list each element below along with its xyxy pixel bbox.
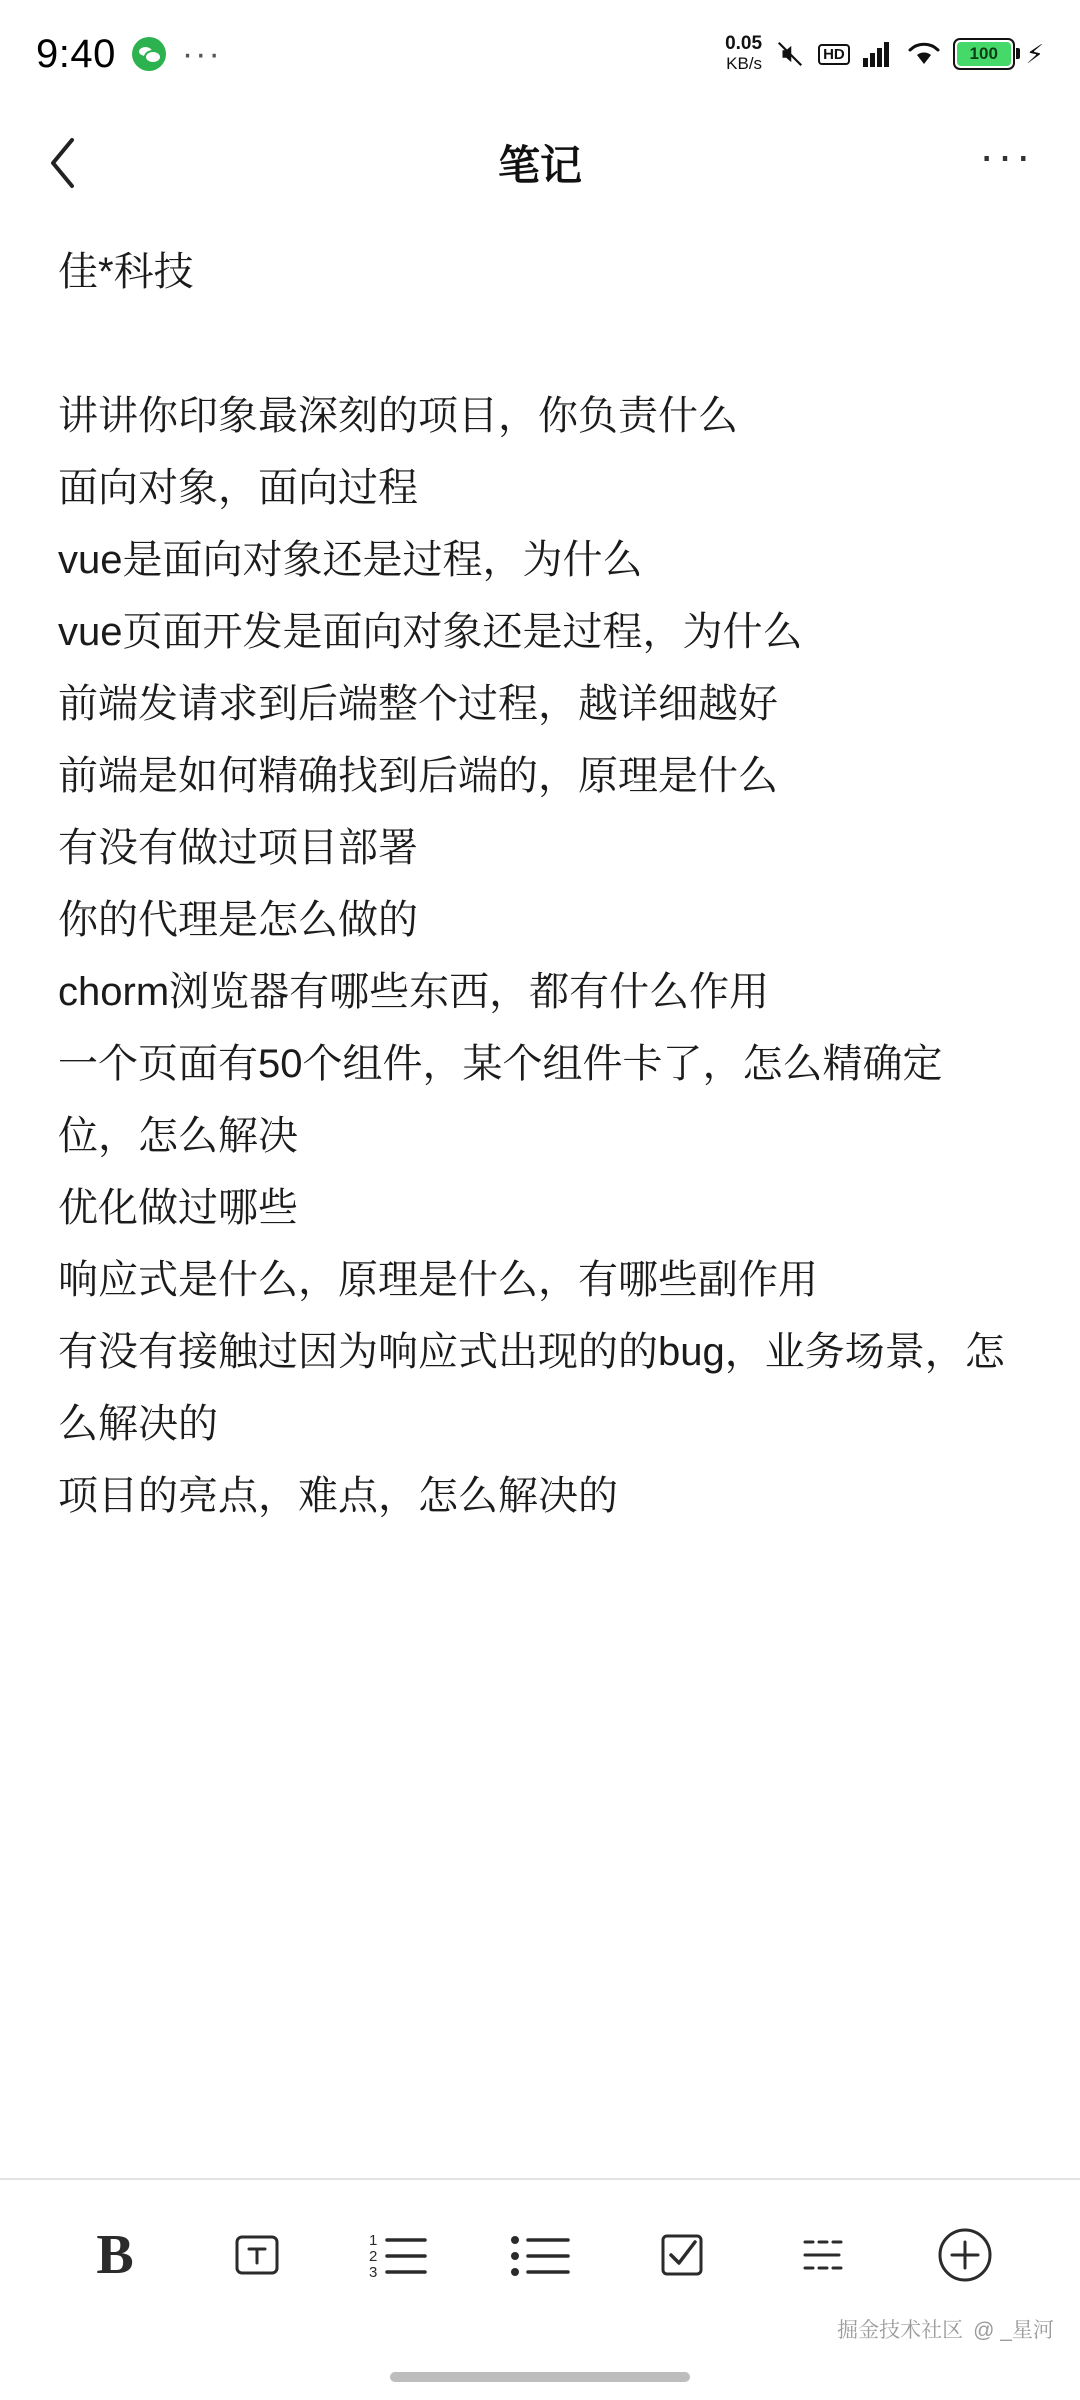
note-line: 你的代理是怎么做的 [58,898,418,942]
plus-circle-icon [936,2226,994,2284]
status-bar-left [36,32,222,77]
watermark-author: @ _星河 [973,2319,1054,2342]
ordered-list-button[interactable] [355,2212,441,2298]
signal-icon [863,41,895,67]
wechat-icon [132,37,166,71]
editor-toolbar-row [0,2180,1080,2330]
svg-text:2: 2 [369,2248,378,2265]
note-line: 佳*科技 [58,250,194,294]
home-indicator[interactable] [390,2372,690,2382]
checklist-button[interactable] [639,2212,725,2298]
note-line: 有没有接触过因为响应式出现的的bug，业务场景，怎么解决的 [58,1330,1005,1446]
hd-icon: HD [818,44,850,65]
back-button[interactable] [46,132,108,194]
mute-icon [775,39,805,69]
note-line: 项目的亮点，难点，怎么解决的 [58,1474,618,1518]
divider-button[interactable] [780,2212,866,2298]
note-line: chorm浏览器有哪些东西，都有什么作用 [58,970,770,1014]
text-box-icon [231,2229,283,2281]
status-clock: 9:40 [36,31,116,76]
dashed-divider-icon [795,2229,851,2281]
note-line: 一个页面有50个组件，某个组件卡了，怎么精确定位，怎么解决 [58,1042,943,1158]
note-line: vue是面向对象还是过程，为什么 [58,538,643,582]
note-line: 前端是如何精确找到后端的，原理是什么 [58,754,778,798]
back-chevron-icon [46,135,80,191]
status-bar-right [725,34,1044,74]
more-options-button[interactable]: ··· [979,129,1034,181]
note-line: 优化做过哪些 [58,1186,298,1230]
note-line-blank [58,308,1022,380]
bold-button[interactable]: B [96,2224,134,2286]
text-style-button[interactable] [214,2212,300,2298]
svg-text:1: 1 [369,2232,378,2249]
bullet-list-button[interactable] [497,2212,583,2298]
note-line: vue页面开发是面向对象还是过程，为什么 [58,610,803,654]
note-content[interactable] [0,236,1080,2180]
app-bar [0,108,1080,218]
bullet-list-icon [509,2229,571,2281]
wifi-icon [908,41,940,67]
note-line: 有没有做过项目部署 [58,826,418,870]
editor-toolbar [0,2178,1080,2400]
network-speed [725,34,762,74]
network-speed-unit: KB/s [726,54,763,73]
status-bar [0,0,1080,108]
network-speed-value: 0.05 [725,33,763,54]
svg-text:3: 3 [369,2264,378,2281]
watermark-source: 掘金技术社区 [837,2319,964,2342]
ordered-list-icon [367,2229,429,2281]
note-line: 讲讲你印象最深刻的项目，你负责什么 [58,394,738,438]
page-title: 笔记 [497,142,582,189]
note-line: 面向对象，面向过程 [58,466,418,510]
note-line: 前端发请求到后端整个过程，越详细越好 [58,682,778,726]
watermark [837,2314,1054,2344]
status-overflow-icon: ··· [181,35,222,73]
note-line: 响应式是什么，原理是什么，有哪些副作用 [58,1258,818,1302]
add-button[interactable] [922,2212,1008,2298]
battery-icon [953,38,1015,70]
battery-level: 100 [969,44,998,63]
checkbox-icon [656,2229,708,2281]
charging-icon: ⚡ [1025,38,1044,69]
